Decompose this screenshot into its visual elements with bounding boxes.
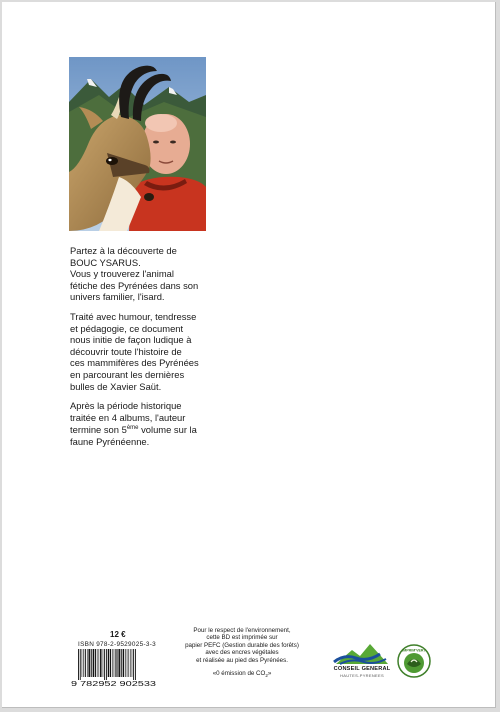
barcode-bar [99, 649, 100, 677]
barcode-bar [106, 649, 107, 680]
text-line: ces mammifères des Pyrénées [70, 357, 199, 369]
barcode-bar [104, 649, 105, 680]
text-line: bulles de Xavier Saüt. [70, 380, 162, 392]
text-line: Pour le respect de l'environnement, [193, 627, 291, 634]
barcode-bar [112, 649, 113, 677]
imprim-vert-label: IMPRIM'VERT [402, 648, 426, 653]
barcode-bar [127, 649, 128, 677]
isard-and-author-photo [69, 57, 206, 231]
text-line [70, 423, 201, 436]
barcode-bar [118, 649, 120, 677]
text-fragment: termine son 5 [70, 424, 127, 436]
barcode-bar [121, 649, 122, 677]
text-fragment: «0 émission de CO [212, 670, 266, 678]
text-line: Partez à la découverte de [70, 245, 177, 256]
text-line: et réalisée au pied des Pyrénées. [196, 656, 288, 664]
text-line: univers familier, l'isard. [70, 291, 165, 303]
barcode-bar [83, 649, 84, 677]
barcode-bar [85, 649, 86, 677]
back-cover-page [2, 2, 496, 708]
barcode-bar [80, 649, 81, 680]
barcode-bar [87, 649, 88, 677]
subscript: 2 [265, 673, 268, 679]
barcode-bar [116, 649, 117, 677]
barcode-bar [100, 649, 102, 677]
emission-line [177, 670, 307, 680]
mountain-logo-icon [330, 642, 394, 666]
description-paragraph-3 [70, 400, 201, 448]
text-line: papier PEFC (Gestion durable des forêts) [185, 641, 299, 649]
imprim-vert-logo [397, 644, 431, 678]
description-paragraph-1 [70, 245, 201, 303]
text-line: découvrir toute l'histoire de [70, 345, 182, 357]
text-line: BOUC YSARUS. [70, 256, 141, 268]
barcode-bar [114, 649, 115, 677]
text-line: faune Pyrénéenne. [70, 436, 150, 448]
text-fragment: » [267, 670, 272, 678]
barcode-bar [115, 649, 116, 677]
text-line: en parcourant les dernières [70, 368, 185, 380]
text-fragment: volume sur la [138, 424, 197, 436]
text-line: cette BD est imprimée sur [206, 634, 278, 642]
barcode-bar [91, 649, 92, 677]
text-line: Après la période historique [70, 400, 182, 412]
barcode-bar [132, 649, 133, 677]
isbn-label: ISBN 978-2-9529025-3-3 [78, 641, 157, 648]
barcode-bar [128, 649, 129, 677]
barcode-bar [123, 649, 125, 677]
barcode-bar [103, 649, 104, 677]
department-label: HAUTES-PYRENEES [340, 673, 384, 678]
conseil-general-label: CONSEIL GENERAL [333, 666, 391, 672]
description-paragraph-2 [70, 311, 201, 392]
text-line: Traité avec humour, tendresse [70, 310, 197, 322]
barcode-bar [97, 649, 98, 677]
environment-notice [177, 627, 307, 680]
description-text [70, 245, 201, 456]
text-line: fétiche des Pyrénées dans son [70, 279, 199, 291]
text-line: Vous y trouverez l'animal [70, 268, 174, 280]
barcode-bar [110, 649, 111, 677]
barcode-bar [133, 649, 134, 680]
barcode-bar [135, 649, 136, 680]
ordinal-superscript: ème [126, 425, 139, 432]
barcode-bar [93, 649, 95, 677]
conseil-general-logo [330, 642, 394, 686]
barcode-digits: 9 782952 902533 [71, 679, 156, 687]
cover-photo [69, 57, 206, 231]
barcode-bar [88, 649, 90, 677]
barcode-bar [108, 649, 110, 677]
barcode-bar [125, 649, 126, 677]
text-line: traitée en 4 albums, l'auteur [70, 411, 186, 423]
price-label: 12 € [110, 630, 126, 639]
text-line: avec des encres végétales [205, 649, 279, 657]
text-line: et pédagogie, ce document [70, 322, 184, 334]
text-line: nous initie de façon ludique à [70, 334, 192, 346]
barcode-bar [78, 649, 79, 680]
isbn-barcode [70, 649, 157, 687]
barcode-bar [82, 649, 83, 677]
barcode-bar [130, 649, 131, 677]
barcode-bar [95, 649, 96, 677]
